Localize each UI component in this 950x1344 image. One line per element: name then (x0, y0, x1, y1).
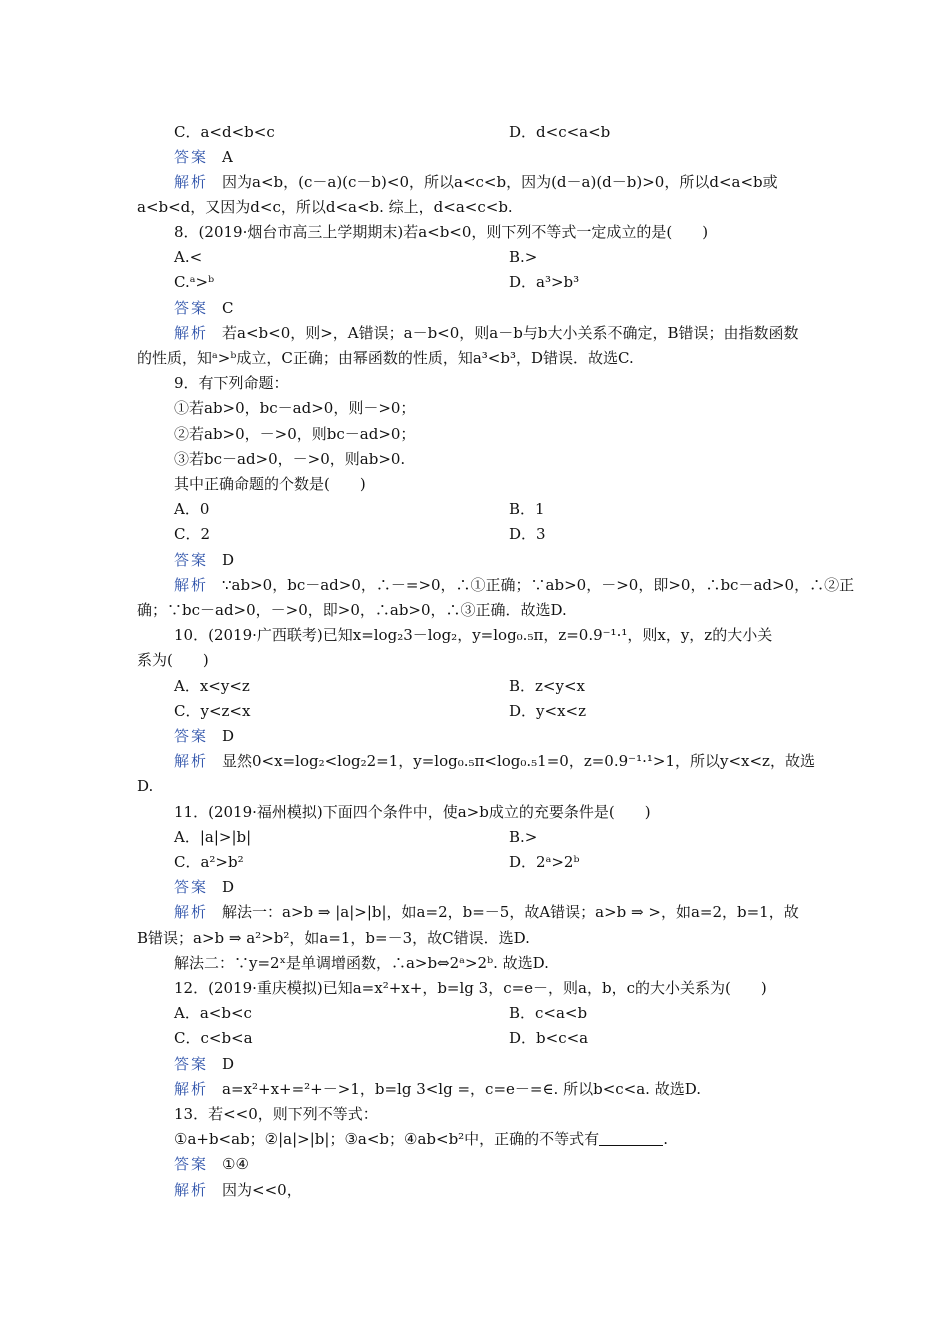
q12-analysis (174, 1079, 701, 1099)
q11-option-d: D．2ᵃ>2ᵇ (509, 853, 580, 871)
q10-answer (174, 726, 234, 746)
analysis-text: 解法一：a>b ⇒ |a|>|b|，如a=2，b=－5，故A错误；a>b ⇒ >，如a=2，b=1，故 (222, 903, 799, 921)
answer-blank (599, 1131, 663, 1146)
answer-label: 答案 (174, 551, 209, 569)
q11-stem: 11．(2019·福州模拟)下面四个条件中，使a>b成立的充要条件是( ) (174, 803, 651, 821)
analysis-label: 解析 (174, 576, 209, 594)
q7-option-c: C．a<d<b<c (174, 123, 275, 141)
q12-stem: 12．(2019·重庆模拟)已知a=x²+x+，b=lg 3，c=e－，则a，b，c的大小关系为( ) (174, 979, 767, 997)
q10-option-c: C．y<z<x (174, 702, 251, 720)
q8-stem: 8．(2019·烟台市高三上学期期末)若a<b<0，则下列不等式一定成立的是( ) (174, 223, 709, 241)
analysis-label: 解析 (174, 324, 209, 342)
q10-option-b: B．z<y<x (509, 677, 585, 695)
q9-option-d: D．3 (509, 525, 546, 543)
q9-option-c: C．2 (174, 525, 211, 543)
q7-option-d: D．d<c<a<b (509, 123, 611, 141)
answer-text: D (222, 1055, 235, 1073)
answer-label: 答案 (174, 299, 209, 317)
analysis-text: ∵ab>0，bc－ad>0，∴－=>0，∴①正确；∵ab>0，－>0，即>0，∴bc－ad>0，∴②正 (222, 576, 855, 594)
q8-option-b: B.> (509, 248, 538, 266)
answer-text: C (222, 299, 234, 317)
q10-stem-cont: 系为( ) (137, 651, 209, 669)
q12-option-d: D．b<c<a (509, 1029, 589, 1047)
answer-label: 答案 (174, 1055, 209, 1073)
answer-label: 答案 (174, 148, 209, 166)
q10-analysis (174, 751, 815, 771)
analysis-text: 显然0<x=log₂<log₂2=1，y=log₀.₅π<log₀.₅1=0，z=0.9⁻¹·¹>1，所以y<x<z，故选 (222, 752, 815, 770)
q8-option-a: A.< (174, 248, 203, 266)
q13-statements (174, 1129, 668, 1149)
q13-statements-text: ①a+b<ab；②|a|>|b|；③a<b；④ab<b²中，正确的不等式有 (174, 1130, 600, 1148)
q12-option-c: C．c<b<a (174, 1029, 253, 1047)
answer-label: 答案 (174, 727, 209, 745)
q9-answer (174, 550, 234, 570)
q9-option-a: A．0 (174, 500, 210, 518)
q8-answer (174, 298, 234, 318)
q12-option-b: B．c<a<b (509, 1004, 588, 1022)
analysis-text: 因为<<0， (222, 1181, 302, 1199)
q12-option-a: A．a<b<c (174, 1004, 252, 1022)
q11-method-two: 解法二：∵y=2ˣ是单调增函数，∴a>b⇔2ᵃ>2ᵇ. 故选D. (174, 954, 549, 972)
q8-analysis (174, 323, 798, 343)
q9-option-b: B．1 (509, 500, 545, 518)
q10-option-a: A．x<y<z (174, 677, 250, 695)
analysis-label: 解析 (174, 1080, 209, 1098)
analysis-text: 因为a<b，(c－a)(c－b)<0，所以a<c<b，因为(d－a)(d－b)>0，所以d<a<b或 (222, 173, 778, 191)
q9-proposition-2: ②若ab>0，－>0，则bc－ad>0； (174, 425, 416, 443)
answer-label: 答案 (174, 1155, 209, 1173)
q9-question: 其中正确命题的个数是( ) (174, 475, 366, 493)
q7-analysis (174, 172, 778, 192)
analysis-text: a=x²+x+=²+－>1，b=lg 3<lg =，c=e－=∈. 所以b<c<a. 故选D. (222, 1080, 701, 1098)
q8-option-c: C.ᵃ>ᵇ (174, 273, 215, 291)
q12-answer (174, 1054, 234, 1074)
q11-analysis-cont: B错误；a>b ⇒ a²>b²，如a=1，b=－3，故C错误．选D. (137, 929, 530, 947)
analysis-label: 解析 (174, 903, 209, 921)
q13-statements-end: . (663, 1130, 668, 1148)
q9-proposition-3: ③若bc－ad>0，－>0，则ab>0. (174, 450, 406, 468)
analysis-text: 若a<b<0，则>，A错误；a－b<0，则a－b与b大小关系不确定，B错误；由指数函数 (222, 324, 799, 342)
q9-proposition-1: ①若ab>0，bc－ad>0，则－>0； (174, 399, 416, 417)
q7-analysis-cont: a<b<d，又因为d<c，所以d<a<b. 综上，d<a<c<b. (137, 198, 513, 216)
q8-analysis-cont: 的性质，知ᵃ>ᵇ成立，C正确；由幂函数的性质，知a³<b³，D错误．故选C. (137, 349, 634, 367)
q10-option-d: D．y<x<z (509, 702, 586, 720)
q10-stem: 10．(2019·广西联考)已知x=log₂3－log₂，y=log₀.₅π，z=0.9⁻¹·¹，则x，y，z的大小关 (174, 626, 773, 644)
q9-analysis (174, 575, 854, 595)
q8-option-d: D．a³>b³ (509, 273, 580, 291)
answer-text: D (222, 551, 235, 569)
analysis-label: 解析 (174, 173, 209, 191)
analysis-label: 解析 (174, 1181, 209, 1199)
answer-label: 答案 (174, 878, 209, 896)
answer-text: ①④ (222, 1155, 249, 1173)
q11-option-b: B.> (509, 828, 538, 846)
answer-text: D (222, 878, 235, 896)
analysis-label: 解析 (174, 752, 209, 770)
q10-analysis-cont: D. (137, 777, 154, 795)
q11-analysis (174, 902, 799, 922)
answer-text: D (222, 727, 235, 745)
q13-answer (174, 1154, 249, 1174)
answer-text: A (222, 148, 233, 166)
q11-answer (174, 877, 234, 897)
q9-analysis-cont: 确；∵bc－ad>0，－>0，即>0，∴ab>0，∴③正确．故选D. (137, 601, 567, 619)
q13-analysis (174, 1180, 302, 1200)
q9-stem: 9．有下列命题： (174, 374, 289, 392)
q11-option-a: A．|a|>|b| (174, 828, 252, 846)
q7-answer (174, 147, 233, 167)
q11-option-c: C．a²>b² (174, 853, 244, 871)
q13-stem: 13．若<<0，则下列不等式： (174, 1105, 378, 1123)
